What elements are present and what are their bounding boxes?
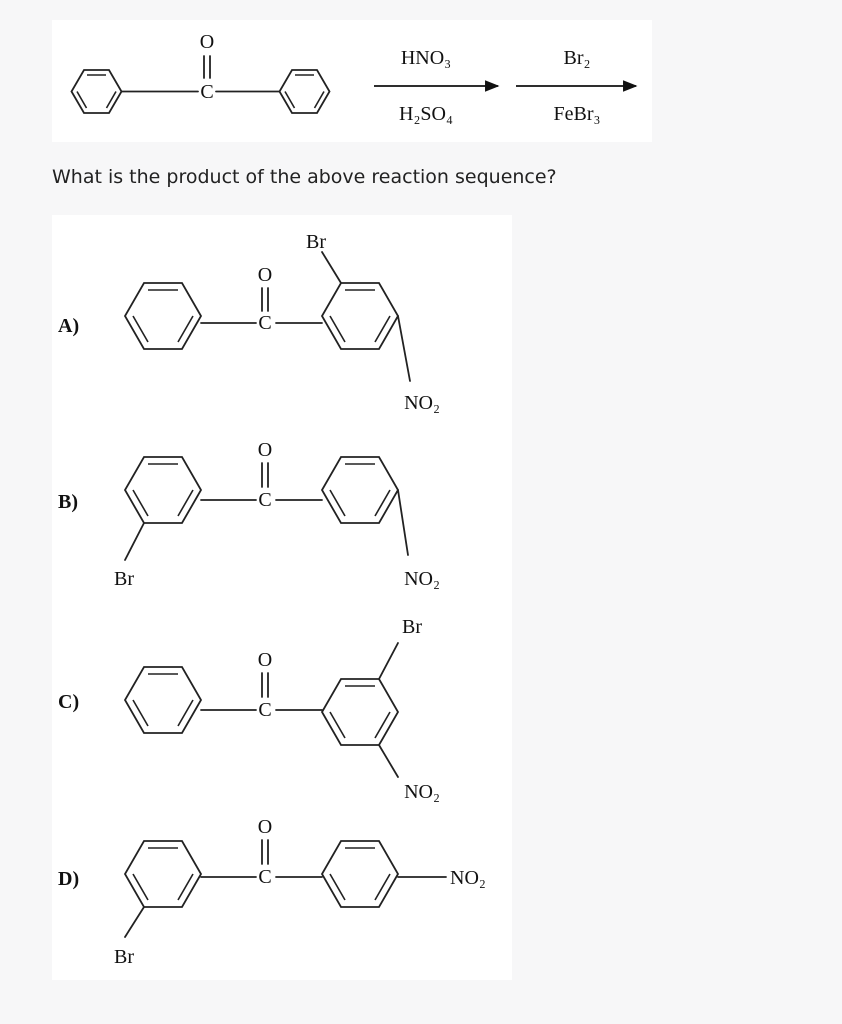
carbonyl-oxygen: O	[257, 264, 273, 286]
benzene-ring-left	[125, 283, 201, 349]
benzene-ring-right	[322, 841, 398, 907]
substituent-br: Br	[402, 616, 422, 638]
choice-c[interactable]	[58, 616, 440, 803]
choice-a[interactable]	[58, 231, 440, 414]
answer-choices-panel	[52, 215, 512, 980]
benzene-ring-right	[322, 283, 398, 349]
choice-b-label: B)	[58, 491, 78, 513]
benzene-ring-left	[125, 841, 201, 907]
answer-choices	[52, 215, 512, 980]
benzene-ring-left	[72, 70, 122, 113]
benzene-ring-left	[125, 457, 201, 523]
substituent-no2: NO₂	[404, 781, 440, 803]
benzene-ring-left	[125, 667, 201, 733]
carbonyl-carbon: C	[258, 312, 272, 334]
choice-a-label: A)	[58, 315, 80, 337]
benzene-ring-right	[322, 679, 398, 745]
carbonyl-carbon: C	[200, 81, 214, 103]
reagent-h2so4: H₂SO₄	[399, 103, 453, 125]
choice-d[interactable]	[58, 816, 486, 968]
substituent-no2: NO₂	[404, 392, 440, 414]
carbonyl-oxygen: O	[257, 439, 273, 461]
reagent-febr3: FeBr₃	[553, 103, 601, 125]
carbonyl-carbon: C	[258, 866, 272, 888]
carbonyl-oxygen: O	[199, 31, 215, 53]
carbonyl-oxygen: O	[257, 649, 273, 671]
benzene-ring-right	[280, 70, 330, 113]
substituent-br: Br	[306, 231, 326, 253]
carbonyl-carbon: C	[258, 489, 272, 511]
substituent-br: Br	[114, 946, 134, 968]
reaction-scheme-panel	[52, 20, 652, 142]
carbonyl-carbon: C	[258, 699, 272, 721]
choice-b[interactable]	[58, 439, 440, 590]
question-text: What is the product of the above reaction sequence?	[52, 166, 557, 188]
choice-c-label: C)	[58, 691, 80, 713]
choice-d-label: D)	[58, 868, 80, 890]
carbonyl-group	[200, 31, 214, 103]
reaction-scheme	[52, 20, 652, 142]
carbonyl-oxygen: O	[257, 816, 273, 838]
reagent-hno3: HNO₃	[400, 47, 452, 69]
substituent-no2: NO₂	[404, 568, 440, 590]
substituent-no2: NO₂	[450, 867, 486, 889]
benzene-ring-right	[322, 457, 398, 523]
substituent-br: Br	[114, 568, 134, 590]
reagent-br2: Br₂	[563, 47, 591, 69]
